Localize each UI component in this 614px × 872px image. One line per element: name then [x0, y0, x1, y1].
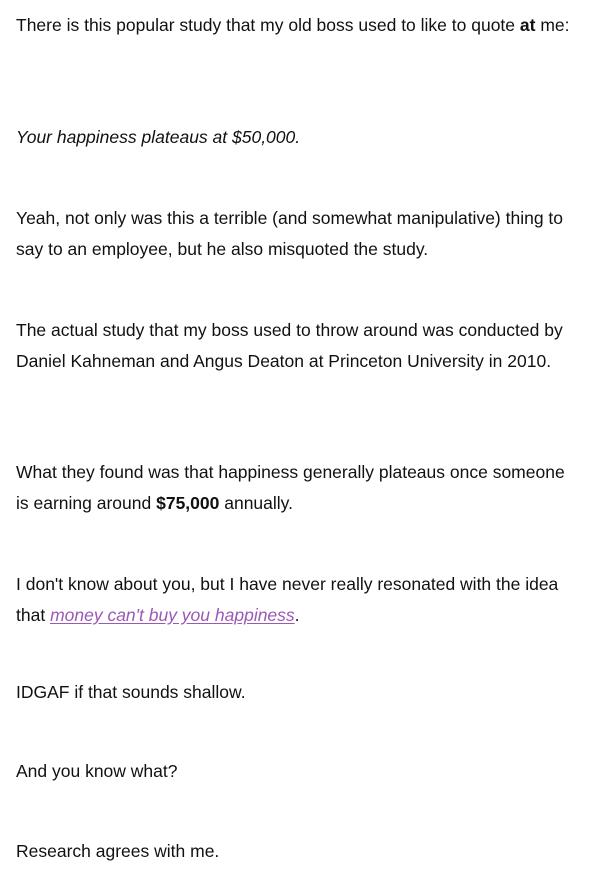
intro-text-end: me: — [535, 15, 570, 35]
misquote-paragraph: Yeah, not only was this a terrible (and somewhat manipulative) thing to say to an employee, but he also misquoted the study. — [16, 208, 564, 259]
intro-emphasis: at — [519, 15, 536, 35]
resonate-text-end: . — [294, 604, 300, 625]
income-amount: $75,000 — [156, 492, 220, 513]
boss-quote: Your happiness plateaus at $50,000. — [16, 127, 301, 147]
findings-text-end: annually. — [219, 492, 293, 513]
idgaf-paragraph: IDGAF if that sounds shallow. — [16, 682, 246, 702]
intro-paragraph — [16, 10, 581, 41]
know-what-paragraph: And you know what? — [16, 761, 178, 781]
intro-text-start: There is this popular study that my old boss used to like to quote — [16, 15, 520, 35]
resonate-paragraph — [16, 569, 581, 630]
research-paragraph: Research agrees with me. — [16, 841, 220, 861]
findings-paragraph — [16, 457, 581, 518]
findings-text-start: What they found was that happiness generally plateaus once someone is earning around — [16, 462, 565, 513]
happiness-link[interactable]: money can't buy you happiness — [50, 604, 295, 625]
study-paragraph: The actual study that my boss used to throw around was conducted by Daniel Kahneman and Angus Deaton at Princeton University in 2010. — [16, 320, 563, 371]
resonate-text-start: I don't know about you, but I have never really resonated with the idea that — [16, 574, 559, 625]
